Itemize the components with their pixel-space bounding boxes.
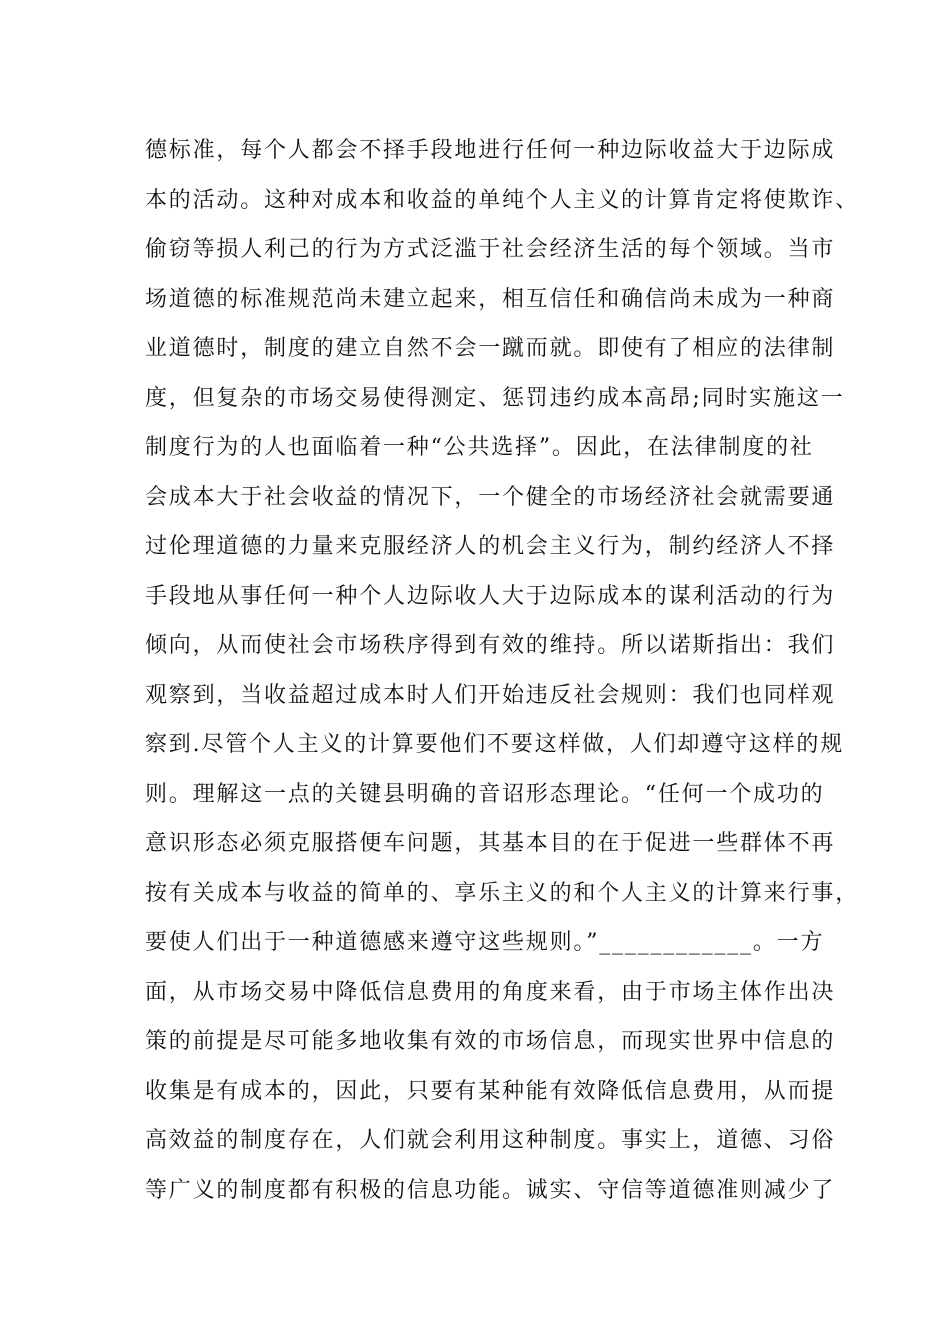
text-line-6: 度，但复杂的市场交易使得测定、惩罚违约成本高昂;同时实施这一: [145, 385, 845, 411]
text-line-19: 策的前提是尽可能多地收集有效的市场信息，而现实世界中信息的: [145, 1029, 836, 1054]
text-line-10: 手段地从事任何一种个人边际收人大于边际成本的谋利活动的行为: [145, 583, 836, 609]
text-line-15: 意识形态必须克服搭便车问题，其基本目的在于促进一些群体不再: [145, 831, 836, 856]
text-line-13: 察到.尽管个人主义的计算要他们不要这样做，人们却遵守这样的规: [145, 732, 844, 757]
text-line-4: 场道德的标准规范尚未建立起来，相互信任和确信尚未成为一种商: [145, 286, 836, 312]
text-line-3: 偷窃等损人利己的行为方式泛滥于社会经济生活的每个领域。当市: [145, 237, 836, 262]
text-line-7: 制度行为的人也面临着一种“公共选择”。因此，在法律制度的社: [145, 435, 814, 460]
body-text: [145, 133, 860, 1222]
text-line-20: 收集是有成本的，因此，只要有某种能有效降低信息费用，从而提: [145, 1078, 836, 1104]
text-line-1: 德标准，每个人都会不择手段地进行任何一种边际收益大于边际成: [145, 138, 836, 163]
text-line-16: 按有关成本与收益的简单的、享乐主义的和个人主义的计算来行事，: [145, 880, 860, 906]
text-line-17: 要使人们出于一种道德感来遵守这些规则。”____________。一方: [145, 930, 825, 955]
text-line-21: 高效益的制度存在，人们就会利用这种制度。事实上，道德、习俗: [145, 1128, 836, 1153]
text-line-22: 等广义的制度都有积极的信息功能。诚实、守信等道德准则减少了: [145, 1177, 836, 1203]
text-line-2: 本的活动。这种对成本和收益的单纯个人主义的计算肯定将使欺诈、: [145, 187, 860, 213]
text-line-9: 过伦理道德的力量来克服经济人的机会主义行为，制约经济人不择: [145, 534, 836, 559]
text-line-18: 面，从市场交易中降低信息费用的角度来看，由于市场主体作出决: [145, 979, 836, 1005]
text-line-14: 则。理解这一点的关键县明确的音诏形态理论。“任何一个成功的: [145, 781, 825, 807]
text-line-5: 业道德时，制度的建立自然不会一蹴而就。即使有了相应的法律制: [145, 336, 836, 361]
text-line-12: 观察到，当收益超过成本时人们开始违反社会规则：我们也同样观: [145, 682, 836, 708]
text-line-8: 会成本大于社会收益的情况下，一个健全的市场经济社会就需要通: [145, 484, 836, 510]
text-line-11: 倾向，从而使社会市场秩序得到有效的维持。所以诺斯指出：我们: [145, 633, 836, 658]
